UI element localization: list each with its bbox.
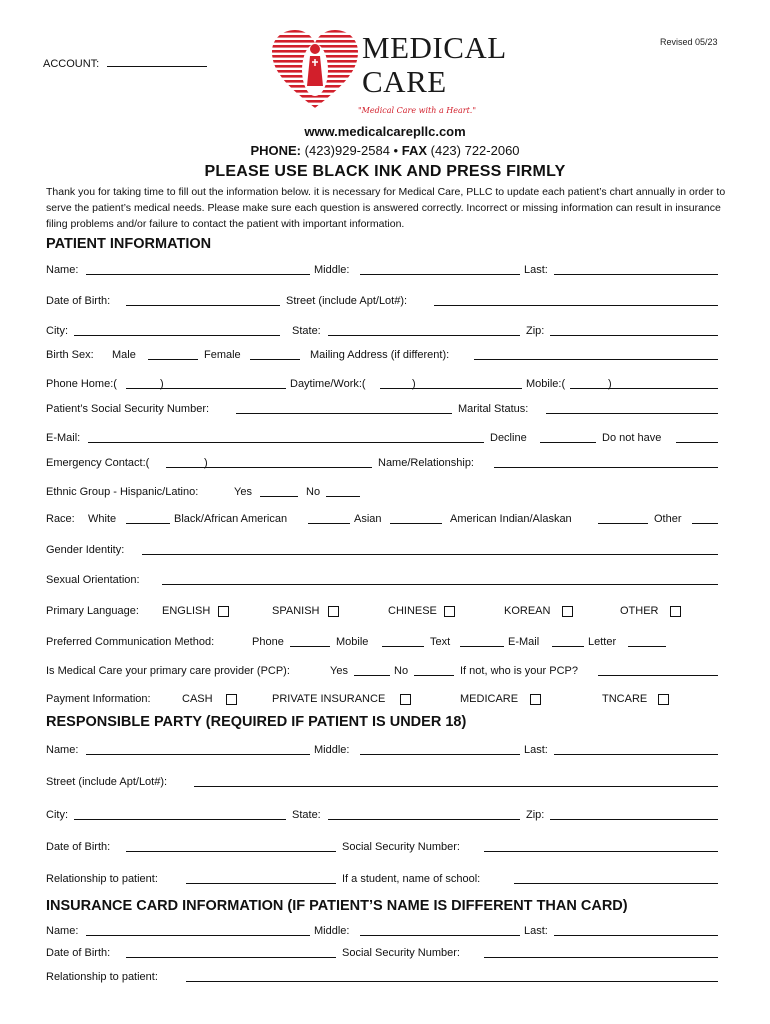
label-gender: Gender Identity: <box>46 544 125 556</box>
label-chinese: CHINESE <box>388 605 437 617</box>
revised-date: Revised 05/23 <box>660 37 718 47</box>
row-communication <box>46 635 720 649</box>
phone-home-line[interactable] <box>126 388 286 389</box>
label-mailing: Mailing Address (if different): <box>310 349 450 361</box>
label-phone-home: Phone Home:( <box>46 378 117 390</box>
responsible-zip-line[interactable] <box>550 819 718 820</box>
label-city: City: <box>46 325 68 337</box>
account-field <box>43 57 207 70</box>
ethnic-no-line[interactable] <box>326 496 360 497</box>
label-ssn: Social Security Number: <box>342 947 460 959</box>
row-responsible-city <box>46 808 720 822</box>
responsible-relationship-line[interactable] <box>186 883 336 884</box>
insurance-relationship-line[interactable] <box>186 981 718 982</box>
label-tncare: TNCARE <box>602 693 648 705</box>
row-pcp <box>46 664 720 678</box>
comm-mobile-line[interactable] <box>382 646 424 647</box>
label-last: Last: <box>524 925 548 937</box>
row-responsible-dob <box>46 840 720 854</box>
mailing-address-line[interactable] <box>474 359 718 360</box>
account-input-line[interactable] <box>107 57 207 67</box>
label-street: Street (include Apt/Lot#): <box>46 776 168 788</box>
section-responsible-party: RESPONSIBLE PARTY (REQUIRED IF PATIENT IS UNDER 18) <box>46 714 467 730</box>
label-orientation: Sexual Orientation: <box>46 574 140 586</box>
responsible-city-line[interactable] <box>74 819 286 820</box>
row-race <box>46 512 720 526</box>
row-payment <box>46 692 720 706</box>
label-ethnic-no: No <box>306 486 321 498</box>
label-comm-phone: Phone <box>252 636 284 648</box>
white-line[interactable] <box>126 523 170 524</box>
marital-line[interactable] <box>546 413 718 414</box>
label-ethnic-yes: Yes <box>234 486 252 498</box>
pcp-yes-line[interactable] <box>354 675 390 676</box>
insurance-last-line[interactable] <box>554 935 718 936</box>
row-responsible-name <box>46 743 720 757</box>
cash-checkbox[interactable] <box>226 694 237 705</box>
label-name: Name: <box>46 744 79 756</box>
female-line[interactable] <box>250 359 300 360</box>
label-korean: KOREAN <box>504 605 551 617</box>
label-spanish: SPANISH <box>272 605 320 617</box>
chinese-checkbox[interactable] <box>444 606 455 617</box>
label-birth-sex: Birth Sex: <box>46 349 94 361</box>
label-communication: Preferred Communication Method: <box>46 636 215 648</box>
emergency-line[interactable] <box>166 467 372 468</box>
race-other-line[interactable] <box>692 523 718 524</box>
label-decline: Decline <box>490 432 527 444</box>
phone-home-paren: ) <box>160 378 164 390</box>
label-medicare: MEDICARE <box>460 693 519 705</box>
medical-care-logo <box>270 28 510 122</box>
phone-value: (423)929-2584 • <box>304 143 399 158</box>
row-ethnic <box>46 485 720 499</box>
label-middle: Middle: <box>314 264 350 276</box>
email-line[interactable] <box>88 442 484 443</box>
responsible-school-line[interactable] <box>514 883 718 884</box>
patient-name-line[interactable] <box>86 274 310 275</box>
emergency-paren: ) <box>204 457 208 469</box>
label-english: ENGLISH <box>162 605 211 617</box>
label-language: Primary Language: <box>46 605 139 617</box>
label-street: Street (include Apt/Lot#): <box>286 295 408 307</box>
patient-middle-line[interactable] <box>360 274 520 275</box>
row-orientation <box>46 573 720 587</box>
mobile-line[interactable] <box>570 388 718 389</box>
row-patient-dob <box>46 294 720 308</box>
label-pcp-no: No <box>394 665 409 677</box>
heart-logo-icon <box>270 28 360 110</box>
comm-text-line[interactable] <box>460 646 504 647</box>
gender-line[interactable] <box>142 554 718 555</box>
korean-checkbox[interactable] <box>562 606 573 617</box>
do-not-have-line[interactable] <box>676 442 718 443</box>
responsible-dob-line[interactable] <box>126 851 336 852</box>
patient-state-line[interactable] <box>328 335 520 336</box>
account-label: ACCOUNT: <box>43 58 100 70</box>
label-email: E-Mail: <box>46 432 81 444</box>
fax-value: (423) 722-2060 <box>430 143 520 158</box>
language-other-checkbox[interactable] <box>670 606 681 617</box>
label-relationship: Relationship to patient: <box>46 873 158 885</box>
contact-line <box>0 143 770 158</box>
label-race-other: Other <box>654 513 682 525</box>
phone-label: PHONE: <box>250 143 302 158</box>
row-responsible-relationship <box>46 872 720 886</box>
row-email <box>46 431 720 445</box>
label-middle: Middle: <box>314 744 350 756</box>
row-insurance-name <box>46 924 720 938</box>
fax-label: FAX <box>401 143 428 158</box>
responsible-last-line[interactable] <box>554 754 718 755</box>
pcp-who-line[interactable] <box>598 675 718 676</box>
black-line[interactable] <box>308 523 350 524</box>
label-marital: Marital Status: <box>458 403 529 415</box>
label-mobile: Mobile:( <box>526 378 566 390</box>
label-comm-email: E-Mail <box>508 636 540 648</box>
label-pcp-who: If not, who is your PCP? <box>460 665 578 677</box>
row-language <box>46 604 720 618</box>
english-checkbox[interactable] <box>218 606 229 617</box>
label-school: If a student, name of school: <box>342 873 481 885</box>
patient-city-line[interactable] <box>74 335 280 336</box>
label-race: Race: <box>46 513 75 525</box>
patient-zip-line[interactable] <box>550 335 718 336</box>
name-relationship-line[interactable] <box>494 467 718 468</box>
label-comm-text: Text <box>430 636 451 648</box>
insurance-dob-line[interactable] <box>126 957 336 958</box>
patient-street-line[interactable] <box>434 305 718 306</box>
label-relationship: Relationship to patient: <box>46 971 158 983</box>
label-last: Last: <box>524 744 548 756</box>
label-last: Last: <box>524 264 548 276</box>
row-ssn <box>46 402 720 416</box>
row-insurance-relationship <box>46 970 720 984</box>
decline-line[interactable] <box>540 442 596 443</box>
row-responsible-street <box>46 775 720 789</box>
logo-word-medical: MEDICAL <box>362 30 507 65</box>
label-private-insurance: PRIVATE INSURANCE <box>272 693 386 705</box>
insurance-name-line[interactable] <box>86 935 310 936</box>
label-pcp: Is Medical Care your primary care provider (PCP): <box>46 665 290 677</box>
website: www.medicalcarepllc.com <box>304 124 466 139</box>
form-title: PLEASE USE BLACK INK AND PRESS FIRMLY <box>204 163 566 180</box>
orientation-line[interactable] <box>162 584 718 585</box>
row-insurance-dob <box>46 946 720 960</box>
ssn-line[interactable] <box>236 413 452 414</box>
label-zip: Zip: <box>526 809 545 821</box>
label-payment: Payment Information: <box>46 693 151 705</box>
row-gender <box>46 543 720 557</box>
label-dob: Date of Birth: <box>46 947 111 959</box>
insurance-middle-line[interactable] <box>360 935 520 936</box>
male-line[interactable] <box>148 359 198 360</box>
row-birth-sex <box>46 348 720 362</box>
comm-email-line[interactable] <box>552 646 584 647</box>
responsible-middle-line[interactable] <box>360 754 520 755</box>
row-patient-city <box>46 324 720 338</box>
row-phones <box>46 377 720 391</box>
comm-phone-line[interactable] <box>290 646 330 647</box>
label-do-not-have: Do not have <box>602 432 662 444</box>
label-name: Name: <box>46 925 79 937</box>
label-daytime: Daytime/Work:( <box>290 378 366 390</box>
row-patient-name <box>46 263 720 277</box>
medicare-checkbox[interactable] <box>530 694 541 705</box>
label-asian: Asian <box>354 513 382 525</box>
label-male: Male <box>112 349 136 361</box>
label-dob: Date of Birth: <box>46 295 111 307</box>
label-comm-mobile: Mobile <box>336 636 369 648</box>
section-patient-information: PATIENT INFORMATION <box>46 236 212 252</box>
intro-paragraph: Thank you for taking time to fill out the information below. it is necessary for Medical Care, PLLC to update each patient’s chart annually in order to serve the patient’s medical needs. Please make sure each question is answered correctly. Incorrect or missing information can result in insurance filing problems and/or failure to contact the patient with important information. <box>46 186 726 230</box>
logo-word-care: CARE <box>362 64 447 99</box>
label-comm-letter: Letter <box>588 636 617 648</box>
label-zip: Zip: <box>526 325 545 337</box>
label-emergency: Emergency Contact:( <box>46 457 150 469</box>
daytime-paren: ) <box>412 378 416 390</box>
pcp-no-line[interactable] <box>414 675 454 676</box>
label-name: Name: <box>46 264 79 276</box>
label-american-indian: American Indian/Alaskan <box>450 513 572 525</box>
label-ssn: Social Security Number: <box>342 841 460 853</box>
logo-tagline: "Medical Care with a Heart." <box>358 106 476 115</box>
label-ssn: Patient’s Social Security Number: <box>46 403 210 415</box>
label-state: State: <box>292 325 321 337</box>
asian-line[interactable] <box>390 523 442 524</box>
responsible-name-line[interactable] <box>86 754 310 755</box>
label-name-relationship: Name/Relationship: <box>378 457 474 469</box>
responsible-state-line[interactable] <box>328 819 520 820</box>
patient-dob-line[interactable] <box>126 305 280 306</box>
responsible-ssn-line[interactable] <box>484 851 718 852</box>
tncare-checkbox[interactable] <box>658 694 669 705</box>
ethnic-yes-line[interactable] <box>260 496 298 497</box>
american-indian-line[interactable] <box>598 523 648 524</box>
section-insurance-card: INSURANCE CARD INFORMATION (IF PATIENT’S NAME IS DIFFERENT THAN CARD) <box>46 898 628 914</box>
label-city: City: <box>46 809 68 821</box>
label-language-other: OTHER <box>620 605 659 617</box>
insurance-ssn-line[interactable] <box>484 957 718 958</box>
label-pcp-yes: Yes <box>330 665 348 677</box>
private-insurance-checkbox[interactable] <box>400 694 411 705</box>
mobile-paren: ) <box>608 378 612 390</box>
patient-last-line[interactable] <box>554 274 718 275</box>
row-emergency <box>46 456 720 470</box>
comm-letter-line[interactable] <box>628 646 666 647</box>
label-ethnic: Ethnic Group - Hispanic/Latino: <box>46 486 199 498</box>
label-dob: Date of Birth: <box>46 841 111 853</box>
responsible-street-line[interactable] <box>194 786 718 787</box>
spanish-checkbox[interactable] <box>328 606 339 617</box>
label-state: State: <box>292 809 321 821</box>
daytime-line[interactable] <box>380 388 522 389</box>
label-female: Female <box>204 349 241 361</box>
label-middle: Middle: <box>314 925 350 937</box>
label-black: Black/African American <box>174 513 288 525</box>
label-white: White <box>88 513 117 525</box>
label-cash: CASH <box>182 693 213 705</box>
